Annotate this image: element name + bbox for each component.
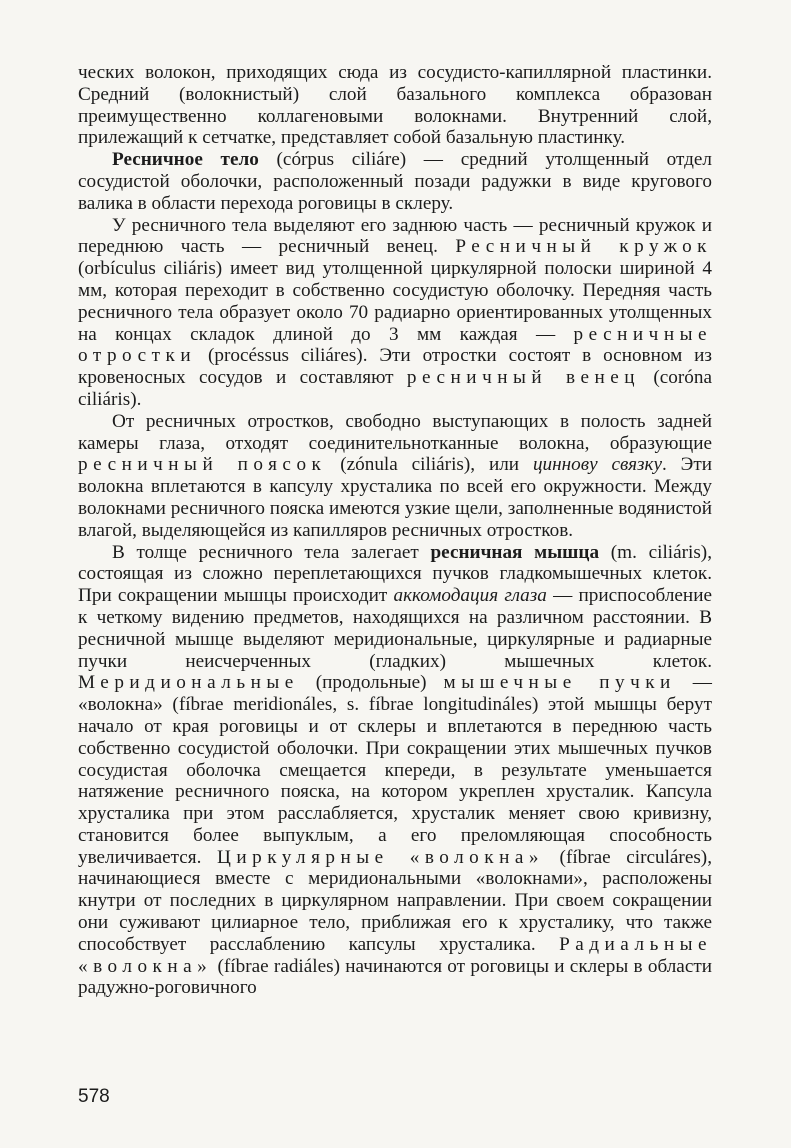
- paragraph: [78, 149, 712, 214]
- paragraph: [78, 542, 712, 1000]
- bold-term: Ресничное тело: [112, 149, 259, 171]
- italic-term: аккомодация глаза: [393, 585, 547, 607]
- text-run: — «волокна» (fíbrae meridionáles, s. fíbrae longitudináles) этой мышцы берут начало от края роговицы и от склеры и вплетаются в переднюю часть собственно сосудистой оболочки. При сокращении этих мышечных пучков сосудистая оболочка смещается кпереди, в результате уменьшается натяжение ресничного пояска, на котором укреплен хрусталик. Капсула хрусталика при этом расслабляется, хрусталик меняет свою кривизну, становится более выпуклым, а его преломляющая способность увеличивается.: [78, 672, 712, 868]
- spaced-term: ресничные отростки: [78, 323, 712, 367]
- text-run: У ресничного тела выделяют его заднюю часть — ресничный кружок и переднюю часть — ресничный венец.: [78, 214, 712, 258]
- body-text: [78, 62, 712, 999]
- text-run: (coróna ciliáris).: [78, 367, 712, 410]
- spaced-term: Циркулярные «волокна»: [216, 846, 544, 868]
- page-number: 578: [78, 1086, 110, 1107]
- text-run: (m. ciliáris), состоящая из сложно переплетающихся пучков гладкомышечных клеток. При сокращении мышцы происходит: [78, 541, 712, 607]
- spaced-term: Меридиональные: [78, 672, 299, 694]
- spaced-term: ресничный поясок: [78, 454, 327, 476]
- text-run: (fíbrae radiáles) начинаются от роговицы и склеры в области радужно-роговичного: [78, 955, 712, 999]
- text-run: — приспособление к четкому видению предметов, находящихся на различном расстоянии. В ресничной мышце выделяют меридиональные, циркулярные и радиарные пучки неисчерченных (гладких) мышечных клеток.: [78, 585, 712, 672]
- bold-term: ресничная мышца: [430, 541, 600, 563]
- spaced-term: мышечные пучки: [443, 672, 676, 694]
- paragraph: [78, 411, 712, 542]
- text-run: (продольные): [298, 672, 444, 694]
- text-run: В толще ресничного тела залегает: [112, 541, 431, 563]
- paragraph: [78, 62, 712, 149]
- text-run: (córpus ciliáre) — средний утолщенный отдел сосудистой оболочки, расположенный позади радужки в виде кругового валика в области перехода роговицы в склеру.: [78, 149, 712, 214]
- text-run: ческих волокон, приходящих сюда из сосудисто-капиллярной пластинки. Средний (волокнистый) слой базального комплекса образован преимущественно коллагеновыми волокнами. Внутренний слой, прилежащий к сетчатке, представляет собой базальную пластинку.: [78, 62, 712, 149]
- text-run: (fíbrae circuláres), начинающиеся вместе с меридиональными «волокнами», расположены кнутри от последних в циркулярном направлении. При своем сокращении они суживают цилиарное тело, приближая его к хрусталику, что также способствует расслаблению капсулы хрусталика.: [78, 846, 712, 955]
- text-run: (procéssus ciliáres). Эти отростки состоят в основном из кровеносных сосудов и составляют: [78, 345, 712, 389]
- text-run: (zónula ciliáris), или: [326, 454, 533, 476]
- spaced-term: Ресничный кружок: [455, 236, 712, 258]
- text-run: От ресничных отростков, свободно выступающих в полость задней камеры глаза, отходят соединительнотканные волокна, образующие: [78, 410, 712, 454]
- spaced-term: Радиальные «волокна»: [78, 933, 712, 977]
- text-run: (orbículus ciliáris) имеет вид утолщенной циркулярной полоски шириной 4 мм, которая переходит в собственно сосудистую оболочку. Передняя часть ресничного тела образует около 70 радиарно ориентированных утолщенных на концах складок длиной до 3 мм каждая —: [78, 258, 712, 345]
- paragraph: [78, 215, 712, 411]
- italic-term: циннову связку: [532, 454, 662, 476]
- text-run: . Эти волокна вплетаются в капсулу хрусталика по всей его окружности. Между волокнами ресничного пояска имеются узкие щели, заполненные водянистой влагой, выделяющейся из капилляров ресничных отростков.: [78, 454, 713, 541]
- spaced-term: ресничный венец: [406, 367, 641, 389]
